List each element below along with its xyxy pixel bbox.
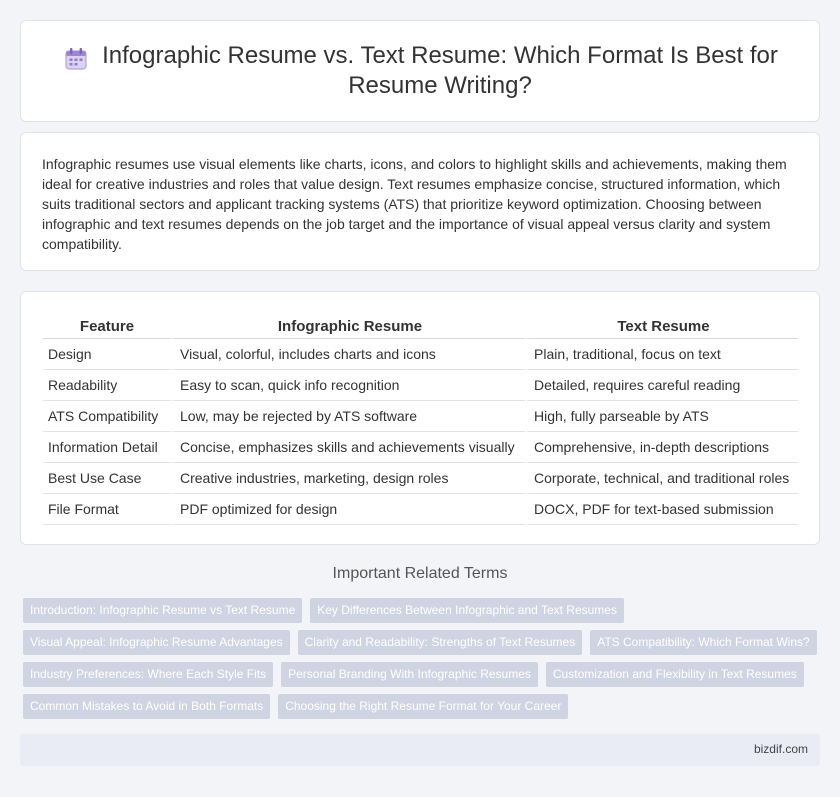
header-text: Text Resume <box>525 316 798 339</box>
site-link[interactable]: bizdif.com <box>753 742 808 756</box>
related-term-link[interactable]: Personal Branding With Infographic Resumes <box>281 662 538 687</box>
tag-row <box>23 598 823 623</box>
comparison-card <box>20 291 820 545</box>
comparison-table <box>43 316 798 525</box>
table-cell: Design <box>43 339 171 370</box>
related-term-link[interactable]: Introduction: Infographic Resume vs Text Resume <box>23 598 302 623</box>
title-card <box>20 20 820 122</box>
table-cell: Plain, traditional, focus on text <box>525 339 798 370</box>
table-cell: Readability <box>43 370 171 401</box>
table-cell: Best Use Case <box>43 463 171 494</box>
related-terms-list <box>23 598 823 726</box>
table-cell: ATS Compatibility <box>43 401 171 432</box>
related-term-link[interactable]: Choosing the Right Resume Format for Your Career <box>278 694 568 719</box>
page-title: Infographic Resume vs. Text Resume: Which Format Is Best for Resume Writing? <box>102 42 778 99</box>
related-term-link[interactable]: Customization and Flexibility in Text Resumes <box>546 662 804 687</box>
table-cell: DOCX, PDF for text-based submission <box>525 494 798 525</box>
table-row <box>43 432 798 463</box>
table-row <box>43 370 798 401</box>
table-cell: Corporate, technical, and traditional roles <box>525 463 798 494</box>
table-row <box>43 494 798 525</box>
table-cell: PDF optimized for design <box>171 494 525 525</box>
table-cell: Easy to scan, quick info recognition <box>171 370 525 401</box>
related-term-link[interactable]: Clarity and Readability: Strengths of Text Resumes <box>298 630 583 655</box>
related-term-link[interactable]: ATS Compatibility: Which Format Wins? <box>590 630 817 655</box>
related-term-link[interactable]: Common Mistakes to Avoid in Both Formats <box>23 694 270 719</box>
table-row <box>43 463 798 494</box>
intro-paragraph: Infographic resumes use visual elements like charts, icons, and colors to highlight skills and achievements, making them ideal for creative industries and roles that value design. Text resumes emphasize concise, structured information, which suits traditional sectors and applicant tracking systems (ATS) that prioritize keyword optimization. Choosing between infographic and text resumes depends on the job target and the importance of visual appeal versus clarity and system compatibility. <box>42 156 787 252</box>
table-cell: Detailed, requires careful reading <box>525 370 798 401</box>
intro-card <box>20 132 820 271</box>
header-feature: Feature <box>43 316 171 339</box>
table-cell: Visual, colorful, includes charts and icons <box>171 339 525 370</box>
related-term-link[interactable]: Key Differences Between Infographic and Text Resumes <box>310 598 624 623</box>
table-cell: Information Detail <box>43 432 171 463</box>
table-cell: File Format <box>43 494 171 525</box>
table-cell: Creative industries, marketing, design roles <box>171 463 525 494</box>
table-cell: High, fully parseable by ATS <box>525 401 798 432</box>
table-cell: Concise, emphasizes skills and achievements visually <box>171 432 525 463</box>
related-terms-heading: Important Related Terms <box>332 565 508 582</box>
related-term-link[interactable]: Industry Preferences: Where Each Style Fits <box>23 662 273 687</box>
footer-bar <box>20 734 820 766</box>
tag-row <box>23 630 823 655</box>
tag-row <box>23 694 823 719</box>
tag-row <box>23 662 823 687</box>
table-cell: Low, may be rejected by ATS software <box>171 401 525 432</box>
table-row <box>43 401 798 432</box>
table-row <box>43 339 798 370</box>
table-header-row <box>43 316 798 339</box>
related-term-link[interactable]: Visual Appeal: Infographic Resume Advantages <box>23 630 290 655</box>
header-infographic: Infographic Resume <box>171 316 525 339</box>
table-cell: Comprehensive, in-depth descriptions <box>525 432 798 463</box>
